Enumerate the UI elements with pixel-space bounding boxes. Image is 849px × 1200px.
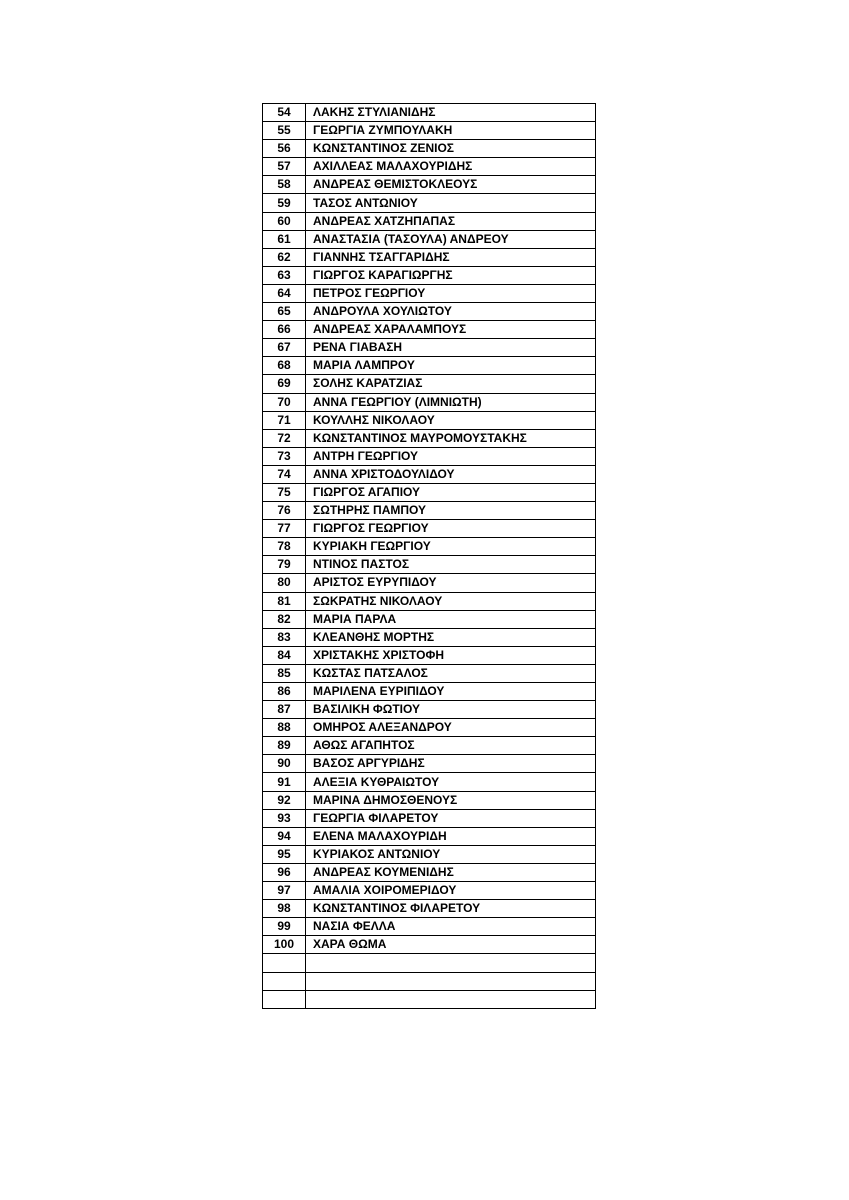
- table-row: [263, 502, 596, 520]
- table-row: [263, 266, 596, 284]
- member-name-cell: ΑΝΝΑ ΓΕΩΡΓΙΟΥ (ΛΙΜΝΙΩΤΗ): [306, 393, 596, 411]
- member-name-cell: ΚΩΣΤΑΣ ΠΑΤΣΑΛΟΣ: [306, 664, 596, 682]
- row-number-cell: 88: [263, 719, 306, 737]
- row-number-cell: 83: [263, 628, 306, 646]
- member-name-cell: ΚΩΝΣΤΑΝΤΙΝΟΣ ΖΕΝΙΟΣ: [306, 140, 596, 158]
- member-name-cell: ΚΥΡΙΑΚΟΣ ΑΝΤΩΝΙΟΥ: [306, 845, 596, 863]
- table-row: [263, 646, 596, 664]
- member-name-cell: ΧΑΡΑ ΘΩΜΑ: [306, 936, 596, 954]
- table-row: [263, 791, 596, 809]
- row-number-cell: 97: [263, 882, 306, 900]
- table-row: [263, 701, 596, 719]
- row-number-cell: [263, 954, 306, 972]
- table-row: [263, 393, 596, 411]
- table-row: [263, 465, 596, 483]
- table-row: [263, 176, 596, 194]
- row-number-cell: 65: [263, 303, 306, 321]
- table-row: [263, 863, 596, 881]
- row-number-cell: 62: [263, 248, 306, 266]
- row-number-cell: 92: [263, 791, 306, 809]
- member-name-cell: ΡΕΝΑ ΓΙΑΒΑΣΗ: [306, 339, 596, 357]
- member-name-cell: ΟΜΗΡΟΣ ΑΛΕΞΑΝΔΡΟΥ: [306, 719, 596, 737]
- table-row: [263, 809, 596, 827]
- member-name-cell: ΒΑΣΙΛΙΚΗ ΦΩΤΙΟΥ: [306, 701, 596, 719]
- table-row: [263, 683, 596, 701]
- row-number-cell: 98: [263, 900, 306, 918]
- member-name-cell: ΑΝΔΡΕΑΣ ΘΕΜΙΣΤΟΚΛΕΟΥΣ: [306, 176, 596, 194]
- table-row: [263, 321, 596, 339]
- row-number-cell: 68: [263, 357, 306, 375]
- row-number-cell: 77: [263, 520, 306, 538]
- member-name-cell: ΣΩΚΡΑΤΗΣ ΝΙΚΟΛΑΟΥ: [306, 592, 596, 610]
- row-number-cell: 64: [263, 284, 306, 302]
- member-name-cell: [306, 954, 596, 972]
- table-row: [263, 556, 596, 574]
- table-row: [263, 936, 596, 954]
- table-row: [263, 357, 596, 375]
- row-number-cell: 93: [263, 809, 306, 827]
- table-row: [263, 375, 596, 393]
- row-number-cell: 89: [263, 737, 306, 755]
- table-row: [263, 122, 596, 140]
- row-number-cell: 82: [263, 610, 306, 628]
- row-number-cell: 87: [263, 701, 306, 719]
- member-name-cell: ΓΙΩΡΓΟΣ ΓΕΩΡΓΙΟΥ: [306, 520, 596, 538]
- table-row: [263, 610, 596, 628]
- row-number-cell: 85: [263, 664, 306, 682]
- table-row: [263, 773, 596, 791]
- member-name-cell: ΜΑΡΙΑ ΛΑΜΠΡΟΥ: [306, 357, 596, 375]
- table-row: [263, 538, 596, 556]
- table-row: [263, 592, 596, 610]
- member-name-cell: [306, 990, 596, 1008]
- member-list-body: [263, 104, 596, 1009]
- member-name-cell: ΜΑΡΙΝΑ ΔΗΜΟΣΘΕΝΟΥΣ: [306, 791, 596, 809]
- table-row: [263, 972, 596, 990]
- table-row: [263, 158, 596, 176]
- member-name-cell: ΑΜΑΛΙΑ ΧΟΙΡΟΜΕΡΙΔΟΥ: [306, 882, 596, 900]
- table-row: [263, 140, 596, 158]
- row-number-cell: 74: [263, 465, 306, 483]
- row-number-cell: 76: [263, 502, 306, 520]
- table-row: [263, 664, 596, 682]
- member-name-cell: ΓΙΑΝΝΗΣ ΤΣΑΓΓΑΡΙΔΗΣ: [306, 248, 596, 266]
- member-name-cell: ΤΑΣΟΣ ΑΝΤΩΝΙΟΥ: [306, 194, 596, 212]
- member-name-cell: ΛΑΚΗΣ ΣΤΥΛΙΑΝΙΔΗΣ: [306, 104, 596, 122]
- member-name-cell: ΚΩΝΣΤΑΝΤΙΝΟΣ ΜΑΥΡΟΜΟΥΣΤΑΚΗΣ: [306, 429, 596, 447]
- table-row: [263, 248, 596, 266]
- table-row: [263, 755, 596, 773]
- table-row: [263, 429, 596, 447]
- member-name-cell: ΧΡΙΣΤΑΚΗΣ ΧΡΙΣΤΟΦΗ: [306, 646, 596, 664]
- member-name-cell: [306, 972, 596, 990]
- member-name-cell: ΕΛΕΝΑ ΜΑΛΑΧΟΥΡΙΔΗ: [306, 827, 596, 845]
- member-name-cell: ΑΛΕΞΙΑ ΚΥΘΡΑΙΩΤΟΥ: [306, 773, 596, 791]
- row-number-cell: 60: [263, 212, 306, 230]
- row-number-cell: 86: [263, 683, 306, 701]
- table-row: [263, 104, 596, 122]
- row-number-cell: 67: [263, 339, 306, 357]
- table-row: [263, 411, 596, 429]
- row-number-cell: 94: [263, 827, 306, 845]
- member-name-cell: ΠΕΤΡΟΣ ΓΕΩΡΓΙΟΥ: [306, 284, 596, 302]
- row-number-cell: 66: [263, 321, 306, 339]
- member-name-cell: ΓΙΩΡΓΟΣ ΚΑΡΑΓΙΩΡΓΗΣ: [306, 266, 596, 284]
- row-number-cell: 91: [263, 773, 306, 791]
- row-number-cell: 96: [263, 863, 306, 881]
- table-row: [263, 284, 596, 302]
- table-row: [263, 212, 596, 230]
- table-row: [263, 628, 596, 646]
- table-row: [263, 303, 596, 321]
- row-number-cell: 58: [263, 176, 306, 194]
- row-number-cell: 73: [263, 447, 306, 465]
- table-row: [263, 954, 596, 972]
- table-row: [263, 483, 596, 501]
- row-number-cell: 57: [263, 158, 306, 176]
- member-name-cell: ΚΩΝΣΤΑΝΤΙΝΟΣ ΦΙΛΑΡΕΤΟΥ: [306, 900, 596, 918]
- member-name-cell: ΝΑΣΙΑ ΦΕΛΛΑ: [306, 918, 596, 936]
- row-number-cell: 70: [263, 393, 306, 411]
- member-name-cell: ΚΥΡΙΑΚΗ ΓΕΩΡΓΙΟΥ: [306, 538, 596, 556]
- row-number-cell: 63: [263, 266, 306, 284]
- member-name-cell: ΓΕΩΡΓΙΑ ΦΙΛΑΡΕΤΟΥ: [306, 809, 596, 827]
- row-number-cell: 79: [263, 556, 306, 574]
- row-number-cell: 61: [263, 230, 306, 248]
- row-number-cell: 78: [263, 538, 306, 556]
- table-row: [263, 719, 596, 737]
- member-name-cell: ΜΑΡΙΑ ΠΑΡΛΑ: [306, 610, 596, 628]
- table-row: [263, 990, 596, 1008]
- row-number-cell: 71: [263, 411, 306, 429]
- member-name-cell: ΓΙΩΡΓΟΣ ΑΓΑΠΙΟΥ: [306, 483, 596, 501]
- member-name-cell: ΑΝΔΡΕΑΣ ΧΑΡΑΛΑΜΠΟΥΣ: [306, 321, 596, 339]
- row-number-cell: 90: [263, 755, 306, 773]
- member-name-cell: ΓΕΩΡΓΙΑ ΖΥΜΠΟΥΛΑΚΗ: [306, 122, 596, 140]
- member-name-cell: ΝΤΙΝΟΣ ΠΑΣΤΟΣ: [306, 556, 596, 574]
- member-name-cell: ΑΡΙΣΤΟΣ ΕΥΡΥΠΙΔΟΥ: [306, 574, 596, 592]
- row-number-cell: 81: [263, 592, 306, 610]
- member-name-cell: ΑΝΔΡΕΑΣ ΚΟΥΜΕΝΙΔΗΣ: [306, 863, 596, 881]
- member-list-table: [262, 103, 596, 1009]
- table-row: [263, 230, 596, 248]
- row-number-cell: 72: [263, 429, 306, 447]
- row-number-cell: 84: [263, 646, 306, 664]
- row-number-cell: [263, 972, 306, 990]
- member-name-cell: ΑΝΤΡΗ ΓΕΩΡΓΙΟΥ: [306, 447, 596, 465]
- table-row: [263, 194, 596, 212]
- member-name-cell: ΚΛΕΑΝΘΗΣ ΜΟΡΤΗΣ: [306, 628, 596, 646]
- row-number-cell: 59: [263, 194, 306, 212]
- table-row: [263, 339, 596, 357]
- row-number-cell: 95: [263, 845, 306, 863]
- table-row: [263, 827, 596, 845]
- row-number-cell: 69: [263, 375, 306, 393]
- row-number-cell: 100: [263, 936, 306, 954]
- table-row: [263, 918, 596, 936]
- member-name-cell: ΑΘΩΣ ΑΓΑΠΗΤΟΣ: [306, 737, 596, 755]
- member-name-cell: ΑΝΑΣΤΑΣΙΑ (ΤΑΣΟΥΛΑ) ΑΝΔΡΕΟΥ: [306, 230, 596, 248]
- row-number-cell: 55: [263, 122, 306, 140]
- table-row: [263, 737, 596, 755]
- table-row: [263, 447, 596, 465]
- row-number-cell: 80: [263, 574, 306, 592]
- row-number-cell: 54: [263, 104, 306, 122]
- row-number-cell: 99: [263, 918, 306, 936]
- row-number-cell: 56: [263, 140, 306, 158]
- member-name-cell: ΒΑΣΟΣ ΑΡΓΥΡΙΔΗΣ: [306, 755, 596, 773]
- member-name-cell: ΜΑΡΙΛΕΝΑ ΕΥΡΙΠΙΔΟΥ: [306, 683, 596, 701]
- member-name-cell: ΑΝΔΡΟΥΛΑ ΧΟΥΛΙΩΤΟΥ: [306, 303, 596, 321]
- member-name-cell: ΚΟΥΛΛΗΣ ΝΙΚΟΛΑΟΥ: [306, 411, 596, 429]
- table-row: [263, 845, 596, 863]
- member-name-cell: ΑΧΙΛΛΕΑΣ ΜΑΛΑΧΟΥΡΙΔΗΣ: [306, 158, 596, 176]
- table-row: [263, 882, 596, 900]
- row-number-cell: [263, 990, 306, 1008]
- member-name-cell: ΑΝΔΡΕΑΣ ΧΑΤΖΗΠΑΠΑΣ: [306, 212, 596, 230]
- table-row: [263, 574, 596, 592]
- table-row: [263, 520, 596, 538]
- member-name-cell: ΣΩΤΗΡΗΣ ΠΑΜΠΟΥ: [306, 502, 596, 520]
- member-name-cell: ΑΝΝΑ ΧΡΙΣΤΟΔΟΥΛΙΔΟΥ: [306, 465, 596, 483]
- member-name-cell: ΣΟΛΗΣ ΚΑΡΑΤΖΙΑΣ: [306, 375, 596, 393]
- row-number-cell: 75: [263, 483, 306, 501]
- table-row: [263, 900, 596, 918]
